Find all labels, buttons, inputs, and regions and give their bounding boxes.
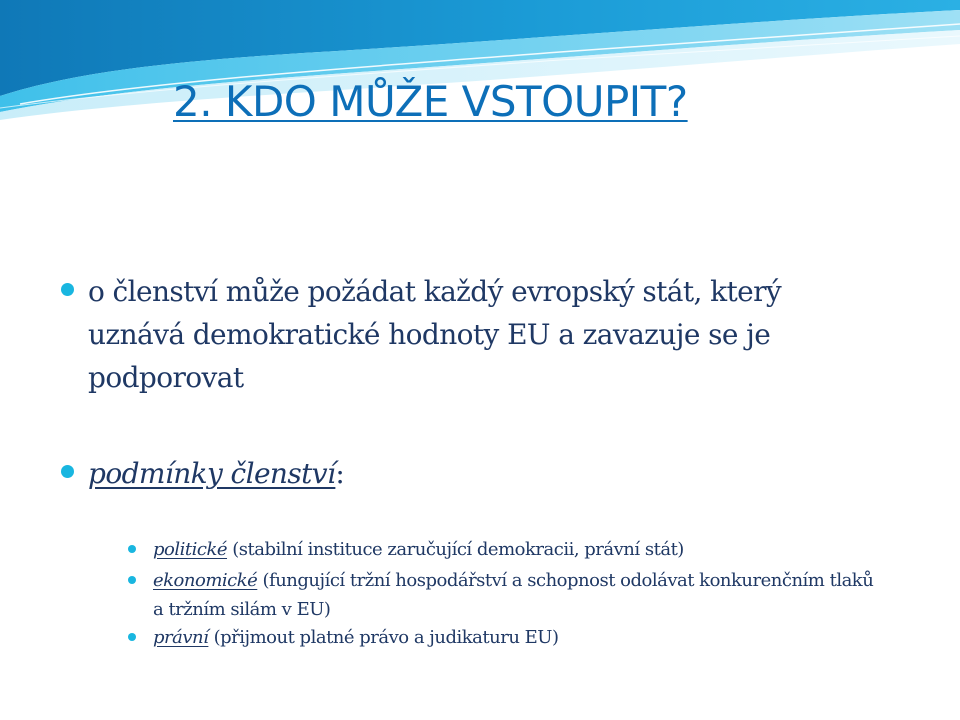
sub-bullet-dot (128, 633, 136, 641)
sub-item-text: (stabilní instituce zaručující demokracii, právní stát) (227, 539, 684, 560)
membership-conditions-term: podmínky členství (88, 457, 336, 490)
page-title: 2. KDO MŮŽE VSTOUPIT? (173, 77, 688, 126)
sub-bullet-dot (128, 545, 136, 553)
sub-list-item (153, 566, 883, 624)
sub-list-item (153, 623, 558, 652)
sub-item-term: politické (153, 539, 228, 560)
sub-item-text: (fungující tržní hospodářství a schopnost odolávat konkurenčním tlaků a tržním silám v EU) (153, 570, 874, 620)
body-paragraph: o členství může požádat každý evropský stát, který uznává demokratické hodnoty EU a zavazuje se je podporovat (88, 275, 782, 394)
membership-conditions-heading (88, 454, 344, 494)
sub-item-text: (přijmout platné právo a judikaturu EU) (208, 627, 559, 648)
bullet-dot (61, 465, 74, 478)
sub-item-term: právní (153, 627, 209, 648)
bullet-dot (61, 283, 74, 296)
sub-bullet-dot (128, 576, 136, 584)
heading-colon: : (335, 457, 345, 490)
sub-list-item (153, 535, 684, 564)
sub-item-term: ekonomické (153, 570, 258, 591)
